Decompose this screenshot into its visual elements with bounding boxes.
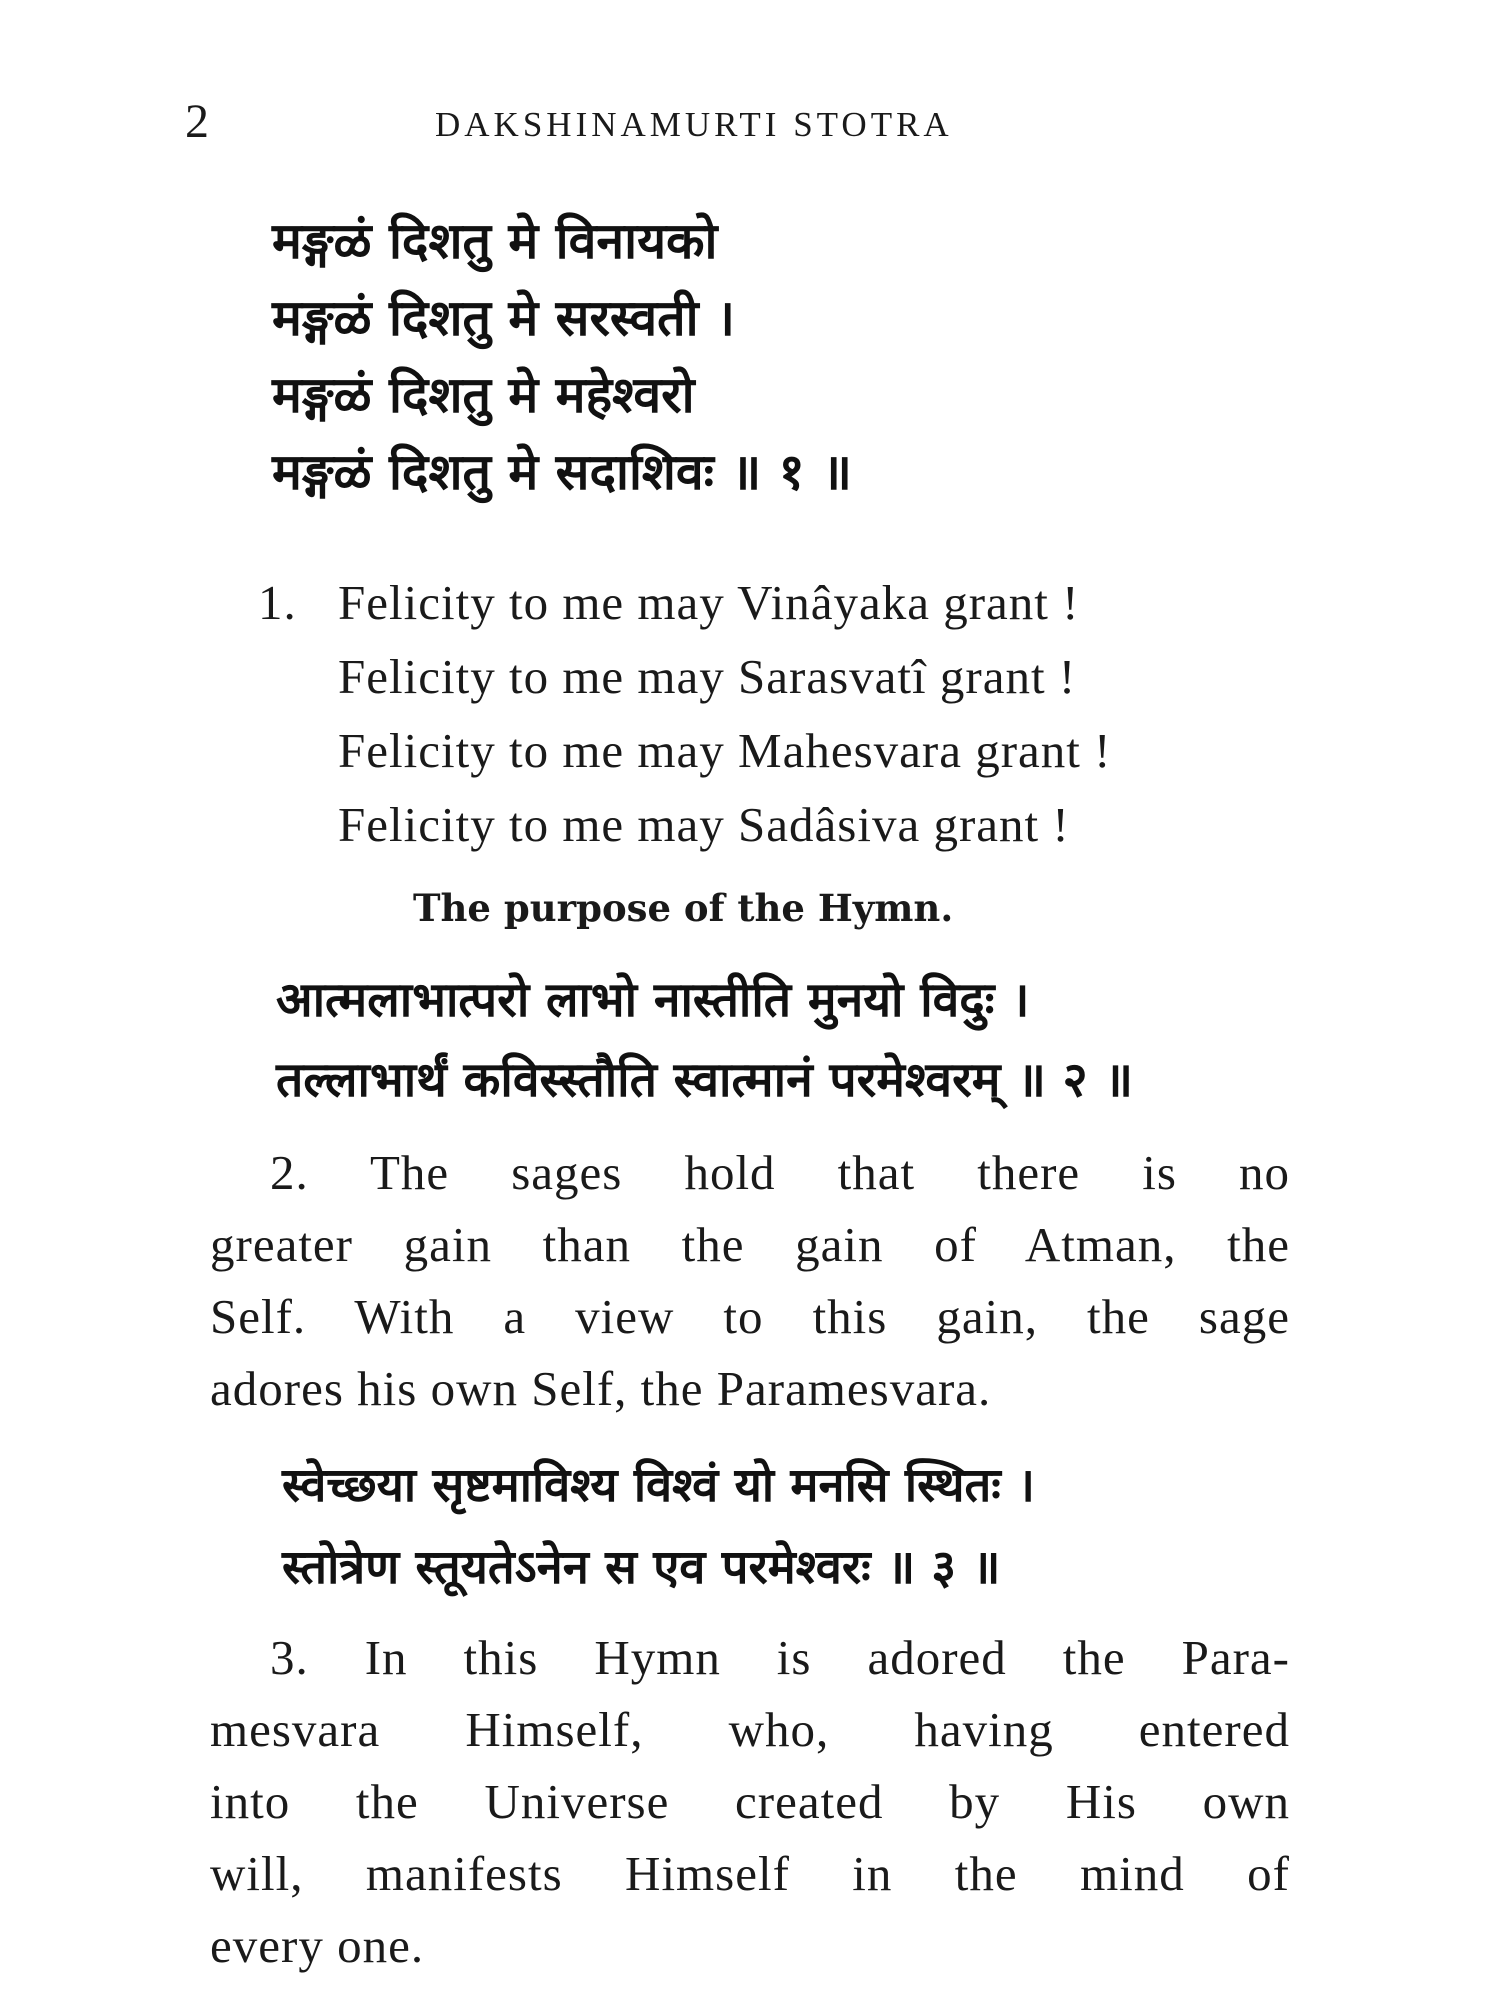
verse-line: मङ्गळं दिशतु मे सदाशिवः ॥ १ ॥ bbox=[272, 443, 852, 501]
sanskrit-verse-3 bbox=[282, 1445, 1035, 1609]
verse-line: स्तोत्रेण स्तूयतेऽनेन स एव परमेश्वरः ॥ ३ ॥ bbox=[282, 1540, 1001, 1595]
section-heading: The purpose of the Hymn. bbox=[413, 886, 954, 930]
verse-line: मङ्गळं दिशतु मे सरस्वती । bbox=[272, 289, 735, 347]
paragraph-3 bbox=[210, 1622, 1290, 1982]
page-header bbox=[185, 92, 1305, 152]
verse-line: आत्मलाभात्परो लाभो नास्तीति मुनयो विदुः । bbox=[276, 972, 1030, 1028]
sanskrit-verse-1 bbox=[272, 203, 852, 511]
translation-line: Felicity to me may Mahesvara grant ! bbox=[338, 723, 1112, 778]
sanskrit-verse-2 bbox=[276, 960, 1133, 1120]
paragraph-line: Self. With a view to this gain, the sage bbox=[210, 1289, 1290, 1344]
verse-line: स्वेच्छया सृष्टमाविश्य विश्वं यो मनसि स्थितः । bbox=[282, 1458, 1035, 1513]
paragraph-line: every one. bbox=[210, 1918, 425, 1973]
page-number: 2 bbox=[185, 95, 209, 148]
verse-line: तल्लाभार्थं कविस्स्तौति स्वात्मानं परमेश्वरम् ॥ २ ॥ bbox=[276, 1052, 1134, 1108]
verse-line: मङ्गळं दिशतु मे महेश्वरो bbox=[272, 366, 695, 424]
paragraph-line: 3. In this Hymn is adored the Para- bbox=[270, 1630, 1290, 1685]
paragraph-line: greater gain than the gain of Atman, the bbox=[210, 1217, 1290, 1272]
verse-line: मङ्गळं दिशतु मे विनायको bbox=[272, 212, 718, 270]
translation-line: Felicity to me may Sarasvatî grant ! bbox=[338, 649, 1077, 704]
paragraph-line: adores his own Self, the Paramesvara. bbox=[210, 1361, 992, 1416]
paragraph-2 bbox=[210, 1137, 1290, 1425]
translation-number: 1. bbox=[258, 575, 297, 630]
paragraph-line: 2. The sages hold that there is no bbox=[270, 1145, 1290, 1200]
paragraph-line: will, manifests Himself in the mind of bbox=[210, 1846, 1290, 1901]
paragraph-line: mesvara Himself, who, having entered bbox=[210, 1702, 1290, 1757]
translation-line: Felicity to me may Sadâsiva grant ! bbox=[338, 797, 1070, 852]
paragraph-line: into the Universe created by His own bbox=[210, 1774, 1290, 1829]
translation-line: Felicity to me may Vinâyaka grant ! bbox=[338, 575, 1080, 630]
running-title: DAKSHINAMURTI STOTRA bbox=[435, 105, 953, 144]
